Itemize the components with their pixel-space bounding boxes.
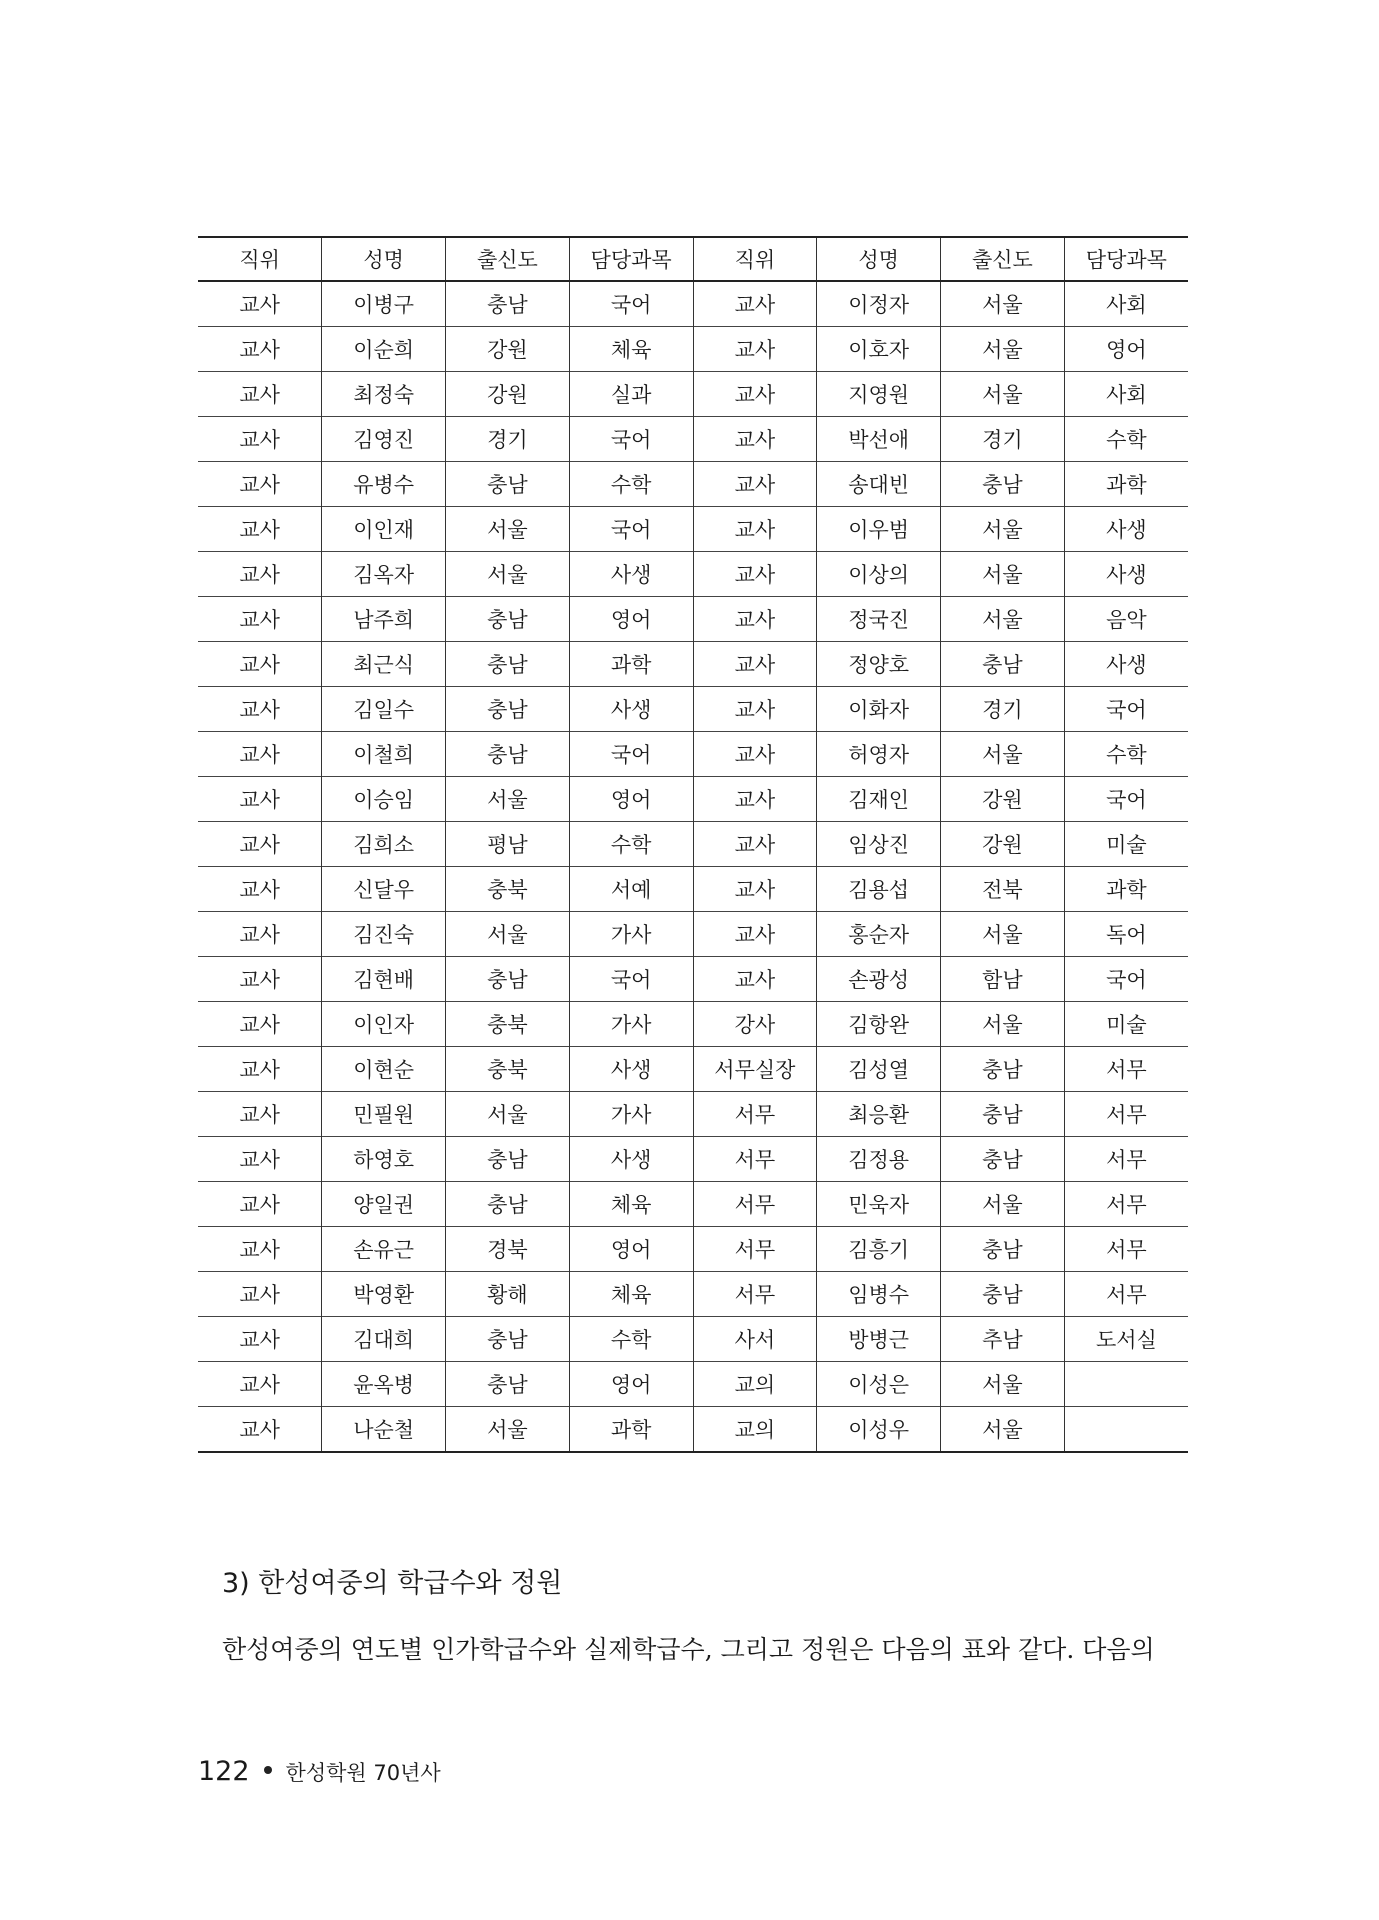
table-cell: 민욱자 [817, 1182, 941, 1227]
table-row [198, 867, 1188, 912]
table-cell: 독어 [1064, 912, 1188, 957]
table-cell: 강원 [941, 777, 1065, 822]
table-cell: 홍순자 [817, 912, 941, 957]
table-cell: 이성우 [817, 1407, 941, 1453]
table-cell: 교사 [239, 518, 280, 542]
table-cell: 미술 [1064, 822, 1188, 867]
table-cell: 교사 [239, 563, 280, 587]
table-cell: 국어 [1064, 777, 1188, 822]
table-row [198, 687, 1188, 732]
table-cell: 교사 [239, 968, 280, 992]
table-cell: 충북 [446, 1047, 570, 1092]
table-cell: 방병근 [817, 1317, 941, 1362]
table-cell: 교사 [239, 1193, 280, 1217]
table-cell: 김옥자 [322, 552, 446, 597]
table-cell: 이화자 [817, 687, 941, 732]
table-cell: 서울 [446, 777, 570, 822]
table-cell: 이승임 [322, 777, 446, 822]
table-cell: 경기 [446, 417, 570, 462]
table-cell: 실과 [569, 372, 693, 417]
table-cell: 음악 [1064, 597, 1188, 642]
table-cell: 송대빈 [817, 462, 941, 507]
table-cell: 손광성 [817, 957, 941, 1002]
table-cell: 교사 [693, 777, 817, 822]
table-cell: 교사 [239, 1103, 280, 1127]
body-paragraph: 한성여중의 연도별 인가학급수와 실제학급수, 그리고 정원은 다음의 표와 같다. 다음의 [222, 1635, 1155, 1664]
table-cell: 김용섭 [817, 867, 941, 912]
table-cell: 국어 [569, 957, 693, 1002]
table-row [198, 1092, 1188, 1137]
table-cell: 교사 [693, 732, 817, 777]
table-row [198, 417, 1188, 462]
table-cell: 교사 [693, 642, 817, 687]
table-cell: 과학 [1064, 462, 1188, 507]
table-cell: 충남 [446, 642, 570, 687]
table-cell: 강원 [446, 372, 570, 417]
table-cell: 서무 [693, 1182, 817, 1227]
table-cell: 교사 [693, 281, 817, 327]
table-cell: 충남 [941, 1092, 1065, 1137]
table-cell: 서무 [693, 1227, 817, 1272]
table-cell: 교사 [693, 597, 817, 642]
table-cell: 나순철 [322, 1407, 446, 1453]
table-cell: 윤옥병 [322, 1362, 446, 1407]
table-cell: 서무 [1064, 1092, 1188, 1137]
table-cell: 전북 [941, 867, 1065, 912]
table-cell: 임상진 [817, 822, 941, 867]
table-cell: 최근식 [322, 642, 446, 687]
table-row [198, 1182, 1188, 1227]
table-row [198, 1362, 1188, 1407]
table-cell: 서울 [941, 1362, 1065, 1407]
table-cell: 서무 [1064, 1182, 1188, 1227]
table-cell: 사생 [1064, 552, 1188, 597]
table-cell: 교사 [239, 428, 280, 452]
table-cell: 수학 [1064, 417, 1188, 462]
table-header-row [198, 237, 1188, 281]
table-cell: 추남 [941, 1317, 1065, 1362]
table-cell: 충남 [446, 687, 570, 732]
table-row [198, 642, 1188, 687]
table-cell: 남주희 [322, 597, 446, 642]
table-cell: 서울 [446, 1092, 570, 1137]
table-cell: 교사 [239, 338, 280, 362]
table-cell: 서무 [693, 1137, 817, 1182]
table-cell: 교사 [239, 473, 280, 497]
table-cell: 서울 [446, 552, 570, 597]
table-cell: 충남 [941, 1137, 1065, 1182]
column-header: 직위 [693, 237, 817, 281]
table-cell: 영어 [569, 1362, 693, 1407]
table-cell: 충남 [446, 1182, 570, 1227]
table-cell: 서울 [941, 1182, 1065, 1227]
table-cell: 충남 [446, 281, 570, 327]
table-cell: 유병수 [322, 462, 446, 507]
table-cell: 박선애 [817, 417, 941, 462]
table-cell: 국어 [1064, 957, 1188, 1002]
table-cell: 사회 [1064, 372, 1188, 417]
table-row [198, 1407, 1188, 1453]
table-cell: 사생 [1064, 507, 1188, 552]
table-row [198, 281, 1188, 327]
table-cell: 이성은 [817, 1362, 941, 1407]
staff-table [198, 236, 1188, 1453]
table-cell: 교사 [239, 878, 280, 902]
table-cell: 교사 [239, 923, 280, 947]
table-cell: 교사 [239, 788, 280, 812]
table-cell: 서무실장 [693, 1047, 817, 1092]
table-cell: 국어 [1064, 687, 1188, 732]
table-cell: 김흥기 [817, 1227, 941, 1272]
table-cell: 사회 [1064, 281, 1188, 327]
table-cell: 교사 [239, 1148, 280, 1172]
table-cell: 교사 [239, 1013, 280, 1037]
table-cell: 이병구 [322, 281, 446, 327]
table-cell: 국어 [569, 281, 693, 327]
table-cell: 교의 [693, 1407, 817, 1453]
table-cell: 이인재 [322, 507, 446, 552]
table-cell: 하영호 [322, 1137, 446, 1182]
table-cell: 교사 [693, 867, 817, 912]
table-cell: 김재인 [817, 777, 941, 822]
table-cell: 사서 [693, 1317, 817, 1362]
table-cell: 서울 [941, 507, 1065, 552]
table-cell: 가사 [569, 912, 693, 957]
table-cell: 김현배 [322, 957, 446, 1002]
table-cell: 정양호 [817, 642, 941, 687]
table-cell: 서울 [941, 912, 1065, 957]
table-cell: 영어 [569, 1227, 693, 1272]
table-cell: 미술 [1064, 1002, 1188, 1047]
table-cell: 박영환 [322, 1272, 446, 1317]
table-row [198, 372, 1188, 417]
table-cell: 충남 [446, 462, 570, 507]
table-cell: 사생 [569, 1047, 693, 1092]
table-row [198, 912, 1188, 957]
table-row [198, 777, 1188, 822]
table-cell: 교사 [239, 1058, 280, 1082]
table-cell: 국어 [569, 507, 693, 552]
table-cell: 교사 [693, 507, 817, 552]
page-number: 122 [198, 1756, 250, 1787]
table-cell: 서무 [1064, 1047, 1188, 1092]
table-cell: 체육 [569, 1272, 693, 1317]
table-cell: 서울 [941, 732, 1065, 777]
table-cell: 교사 [239, 293, 280, 317]
table-cell: 정국진 [817, 597, 941, 642]
table-cell: 도서실 [1064, 1317, 1188, 1362]
table-cell: 서무 [1064, 1227, 1188, 1272]
table-cell: 교사 [239, 1328, 280, 1352]
table-cell: 서울 [446, 507, 570, 552]
table-cell: 서울 [941, 327, 1065, 372]
table-cell: 이정자 [817, 281, 941, 327]
table-body [198, 281, 1188, 1452]
table-cell: 충남 [446, 1317, 570, 1362]
table-cell: 국어 [569, 417, 693, 462]
table-cell: 손유근 [322, 1227, 446, 1272]
table-cell: 양일권 [322, 1182, 446, 1227]
table-cell: 영어 [1064, 327, 1188, 372]
table-cell: 가사 [569, 1092, 693, 1137]
table-row [198, 1002, 1188, 1047]
table-cell: 충북 [446, 867, 570, 912]
table-cell: 김영진 [322, 417, 446, 462]
table-cell: 신달우 [322, 867, 446, 912]
column-header: 성명 [322, 237, 446, 281]
table-cell: 수학 [569, 822, 693, 867]
table-cell: 강원 [941, 822, 1065, 867]
table-cell: 이우범 [817, 507, 941, 552]
table-cell: 교사 [239, 833, 280, 857]
table-cell: 이현순 [322, 1047, 446, 1092]
table-cell: 김희소 [322, 822, 446, 867]
table-cell: 교사 [239, 743, 280, 767]
table-cell: 강원 [446, 327, 570, 372]
table-cell: 경북 [446, 1227, 570, 1272]
table-cell: 이순희 [322, 327, 446, 372]
table-cell: 사생 [569, 687, 693, 732]
table-cell: 충남 [941, 1227, 1065, 1272]
table-cell: 교사 [693, 552, 817, 597]
table-row [198, 597, 1188, 642]
table-cell: 허영자 [817, 732, 941, 777]
table-row [198, 552, 1188, 597]
section-heading: 3) 한성여중의 학급수와 정원 [222, 1568, 563, 1599]
table-cell: 충남 [941, 462, 1065, 507]
table-row [198, 957, 1188, 1002]
table-cell: 교의 [693, 1362, 817, 1407]
table-cell: 서울 [941, 281, 1065, 327]
table-cell: 최응환 [817, 1092, 941, 1137]
table-cell: 서무 [1064, 1272, 1188, 1317]
bullet-icon [264, 1766, 272, 1774]
table-cell: 함남 [941, 957, 1065, 1002]
table-cell: 교사 [693, 372, 817, 417]
table-cell: 과학 [569, 1407, 693, 1453]
table-cell: 사생 [569, 552, 693, 597]
table-cell: 교사 [693, 957, 817, 1002]
table-cell: 교사 [239, 1418, 280, 1442]
table-cell: 서울 [941, 372, 1065, 417]
column-header: 담당과목 [569, 237, 693, 281]
table-cell: 충남 [941, 1272, 1065, 1317]
table-cell: 서울 [941, 1407, 1065, 1453]
table-cell: 서무 [693, 1272, 817, 1317]
table-cell: 지영원 [817, 372, 941, 417]
table-cell: 교사 [693, 687, 817, 732]
table-cell: 황해 [446, 1272, 570, 1317]
table-cell: 충남 [446, 597, 570, 642]
table-cell: 최정숙 [322, 372, 446, 417]
table-row [198, 327, 1188, 372]
table-cell: 서울 [446, 1407, 570, 1453]
table-cell: 체육 [569, 327, 693, 372]
column-header: 출신도 [446, 237, 570, 281]
table-cell: 영어 [569, 597, 693, 642]
table-cell: 사생 [1064, 642, 1188, 687]
table-cell: 평남 [446, 822, 570, 867]
table-cell: 이인자 [322, 1002, 446, 1047]
table-row [198, 1137, 1188, 1182]
column-header: 출신도 [941, 237, 1065, 281]
table-cell: 충남 [446, 957, 570, 1002]
table-cell: 경기 [941, 687, 1065, 732]
table-cell: 수학 [569, 1317, 693, 1362]
table-row [198, 1317, 1188, 1362]
column-header: 직위 [239, 248, 280, 272]
table-cell: 서무 [1064, 1137, 1188, 1182]
table-cell: 교사 [239, 653, 280, 677]
table-cell: 충남 [446, 1137, 570, 1182]
table-cell: 이상의 [817, 552, 941, 597]
table-row [198, 732, 1188, 777]
table-cell: 민필원 [322, 1092, 446, 1137]
table-cell: 충북 [446, 1002, 570, 1047]
table-cell: 국어 [569, 732, 693, 777]
table-cell: 교사 [239, 1283, 280, 1307]
table-cell: 서울 [446, 912, 570, 957]
table-cell: 김대희 [322, 1317, 446, 1362]
table-cell: 김항완 [817, 1002, 941, 1047]
page-footer [198, 1756, 441, 1787]
table-cell: 교사 [693, 462, 817, 507]
table-cell: 충남 [941, 642, 1065, 687]
table-cell: 영어 [569, 777, 693, 822]
table-row [198, 507, 1188, 552]
table-row [198, 1227, 1188, 1272]
table-cell: 과학 [1064, 867, 1188, 912]
table-cell: 체육 [569, 1182, 693, 1227]
table-cell: 서무 [693, 1092, 817, 1137]
table-cell: 이철희 [322, 732, 446, 777]
table-cell: 충남 [446, 1362, 570, 1407]
table-cell: 가사 [569, 1002, 693, 1047]
table-cell: 교사 [239, 383, 280, 407]
table-row [198, 1047, 1188, 1092]
table-cell: 교사 [693, 417, 817, 462]
table-row [198, 462, 1188, 507]
table-row [198, 822, 1188, 867]
table-cell: 사생 [569, 1137, 693, 1182]
column-header: 성명 [817, 237, 941, 281]
table-cell: 교사 [693, 822, 817, 867]
table-cell: 서울 [941, 552, 1065, 597]
book-title: 한성학원 70년사 [285, 1761, 441, 1785]
table-cell: 김성열 [817, 1047, 941, 1092]
table-cell: 과학 [569, 642, 693, 687]
column-header: 담당과목 [1064, 237, 1188, 281]
table-cell: 경기 [941, 417, 1065, 462]
table-cell: 수학 [1064, 732, 1188, 777]
table-cell: 서울 [941, 597, 1065, 642]
table-cell: 교사 [693, 912, 817, 957]
table-cell [1064, 1362, 1188, 1407]
table-cell: 서울 [941, 1002, 1065, 1047]
table-cell [1064, 1407, 1188, 1453]
table-cell: 김일수 [322, 687, 446, 732]
table-cell: 서예 [569, 867, 693, 912]
table-row [198, 1272, 1188, 1317]
table-cell: 교사 [239, 608, 280, 632]
table-cell: 강사 [693, 1002, 817, 1047]
table-cell: 임병수 [817, 1272, 941, 1317]
table-cell: 교사 [239, 698, 280, 722]
table-cell: 교사 [693, 327, 817, 372]
table-cell: 수학 [569, 462, 693, 507]
table-cell: 충남 [941, 1047, 1065, 1092]
table-cell: 충남 [446, 732, 570, 777]
table-cell: 교사 [239, 1373, 280, 1397]
table-cell: 교사 [239, 1238, 280, 1262]
table-cell: 김진숙 [322, 912, 446, 957]
table-cell: 이호자 [817, 327, 941, 372]
table-cell: 김정용 [817, 1137, 941, 1182]
